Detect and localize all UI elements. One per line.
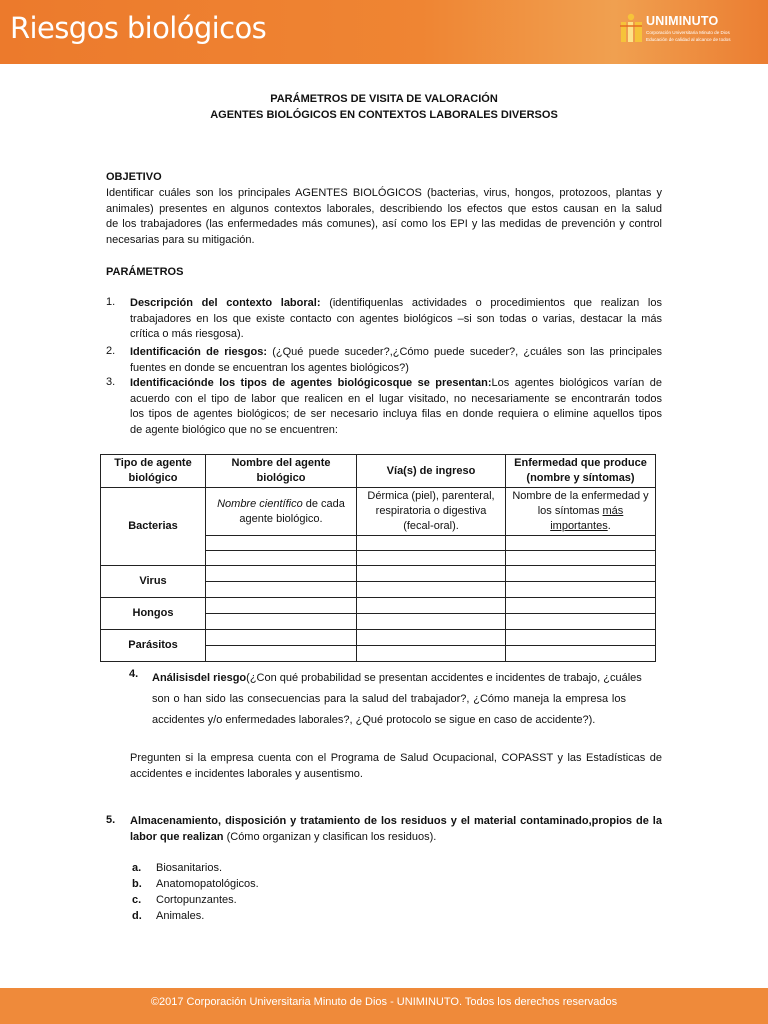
- objective-line: animales) presentes en algunos contextos laborales, describiendo los efectos que estos causan en la salud: [106, 202, 662, 215]
- empty-cell[interactable]: [506, 566, 656, 582]
- subitem-text: Biosanitarios.: [156, 862, 223, 874]
- uniminuto-logo-icon: [618, 12, 644, 46]
- subitem-text: Cortopunzantes.: [156, 894, 237, 906]
- logo-tagline-1: Corporación Universitaria Minuto de Dios: [646, 30, 730, 35]
- empty-cell[interactable]: [206, 551, 357, 566]
- empty-cell[interactable]: [506, 630, 656, 646]
- item-4-text: [152, 668, 642, 731]
- empty-cell[interactable]: [357, 614, 506, 630]
- empty-cell[interactable]: [206, 598, 357, 614]
- logo-tagline-2: Educación de calidad al alcance de todos: [646, 37, 731, 42]
- page-footer: [0, 988, 768, 1024]
- item-number: 3.: [106, 376, 116, 388]
- item-2-line1: (¿Qué puede suceder?,¿Cómo puede suceder?, ¿cuáles son las principales: [267, 346, 663, 358]
- item-4-followup: [130, 751, 662, 782]
- item-5-bold-line1: Almacenamiento, disposición y tratamiento de los residuos y el material contaminado,propios de la: [130, 815, 662, 827]
- objective-line: necesarias para su mitigación.: [106, 233, 255, 246]
- empty-cell[interactable]: [357, 582, 506, 598]
- item-line: crítica o más riesgosa).: [130, 328, 244, 340]
- followup-line: Pregunten si la empresa cuenta con el Programa de Salud Ocupacional, COPASST y las Estadísticas de: [130, 752, 662, 764]
- empty-cell[interactable]: [357, 566, 506, 582]
- empty-cell[interactable]: [357, 646, 506, 662]
- item-3-bold: Identificaciónde los tipos de agentes biológicosque se presentan:: [130, 377, 492, 389]
- item-1-text: [130, 296, 662, 343]
- item-line: de agente biológico que no se encuentren:: [130, 423, 338, 436]
- item-line: acuerdo con el tipo de labor que realicen en el lugar visitado, no necesariamente se encontrarán todos: [130, 392, 662, 405]
- logo-name: UNIMINUTO: [646, 14, 719, 28]
- item-line: [130, 296, 662, 312]
- table-header-cell: Tipo de agente biológico: [101, 455, 206, 488]
- footer-copyright: ©2017 Corporación Universitaria Minuto de Dios - UNIMINUTO. Todos los derechos reservados: [150, 996, 618, 1008]
- example-disease-end: .: [607, 520, 611, 532]
- table-row: [101, 488, 656, 536]
- item-4-line1: (¿Con qué probabilidad se presentan accidentes e incidentes de trabajo, ¿cuáles: [246, 672, 642, 684]
- table-row: [101, 566, 656, 582]
- parameters-heading: PARÁMETROS: [106, 266, 184, 278]
- item-line: fuentes en donde se encuentran los agentes biológicos?): [130, 361, 409, 374]
- objective-line: Identificar cuáles son los principales AGENTES BIOLÓGICOS (bacterias, virus, hongos, protozoos, plantas y: [106, 187, 662, 199]
- item-number: 1.: [106, 296, 116, 308]
- subitem-letter: a.: [132, 862, 142, 874]
- category-parasitos: Parásitos: [101, 630, 206, 662]
- item-line: trabajadores en los que existe contacto con agentes biológicos –si son todas o varias, destacar la más: [130, 312, 662, 325]
- empty-cell[interactable]: [357, 598, 506, 614]
- empty-cell[interactable]: [506, 614, 656, 630]
- empty-cell[interactable]: [506, 551, 656, 566]
- example-name-cell[interactable]: [206, 488, 357, 536]
- example-disease-cell[interactable]: [506, 488, 656, 536]
- objective-heading: OBJETIVO: [106, 171, 162, 183]
- item-number: 2.: [106, 345, 116, 357]
- empty-cell[interactable]: [506, 598, 656, 614]
- uniminuto-logo: [618, 12, 764, 50]
- empty-cell[interactable]: [506, 646, 656, 662]
- item-line: [130, 830, 662, 846]
- example-route-cell[interactable]: Dérmica (piel), parenteral, respiratoria o digestiva (fecal-oral).: [357, 488, 506, 536]
- empty-cell[interactable]: [357, 630, 506, 646]
- item-5-bold-line2: labor que realizan: [130, 830, 224, 843]
- subitem-letter: c.: [132, 894, 142, 906]
- item-5-text: [130, 814, 662, 845]
- item-line: [130, 376, 662, 392]
- item-number: 4.: [129, 668, 139, 680]
- page-header: [0, 0, 768, 64]
- subitem-text: Animales.: [156, 910, 205, 922]
- table-header-cell: Enfermedad que produce (nombre y síntomas): [506, 455, 656, 488]
- item-line: los tipos de agentes biológicos; de ser necesario incluya filas en donde requiera o elimine aquellos tipos: [130, 408, 662, 420]
- example-name-rest: de cada agente biológico.: [239, 497, 345, 525]
- empty-cell[interactable]: [206, 614, 357, 630]
- empty-cell[interactable]: [506, 536, 656, 551]
- empty-cell[interactable]: [357, 536, 506, 551]
- table-row: [101, 598, 656, 614]
- item-line: accidentes y/o enfermedades laborales?, ¿Qué protocolo se sigue en caso de accidente?).: [152, 714, 596, 726]
- table-header-row: [101, 455, 656, 488]
- empty-cell[interactable]: [206, 536, 357, 551]
- objective-line: de los trabajadores (las enfermedades más comunes), así como los EPI y las medidas de prevención y control: [106, 218, 662, 230]
- empty-cell[interactable]: [206, 566, 357, 582]
- item-line: [152, 668, 642, 689]
- empty-cell[interactable]: [206, 646, 357, 662]
- item-1-bold: Descripción del contexto laboral:: [130, 297, 321, 309]
- item-line: [130, 345, 662, 361]
- objective-paragraph: [106, 186, 662, 248]
- followup-line: accidentes e incidentes laborales y ausentismo.: [130, 767, 363, 780]
- table-header-cell: Vía(s) de ingreso: [357, 455, 506, 488]
- subitem-letter: b.: [132, 878, 142, 890]
- item-line: son o han sido las consecuencias para la salud del trabajador?, ¿Cómo maneja la empresa los: [152, 693, 626, 705]
- empty-cell[interactable]: [506, 582, 656, 598]
- table-header-cell: Nombre del agente biológico: [206, 455, 357, 488]
- example-disease-start: Nombre de la enfermedad y los síntomas: [512, 490, 649, 517]
- category-virus: Virus: [101, 566, 206, 598]
- table-row: [101, 630, 656, 646]
- item-2-text: [130, 345, 662, 376]
- item-2-bold: Identificación de riesgos:: [130, 346, 267, 358]
- biological-agents-table: [100, 454, 656, 662]
- item-4-bold: Análisisdel riesgo: [152, 672, 247, 684]
- category-bacterias: Bacterias: [101, 488, 206, 566]
- item-5-rest-line2: (Cómo organizan y clasifican los residuos).: [223, 830, 437, 843]
- example-name-italic: Nombre científico: [217, 497, 303, 510]
- document-subtitle: AGENTES BIOLÓGICOS EN CONTEXTOS LABORALES DIVERSOS: [210, 109, 558, 121]
- item-1-line1: (identifiquenlas actividades o procedimientos que realizan los: [320, 297, 662, 309]
- example-disease-underlined: más importantes: [550, 505, 624, 532]
- empty-cell[interactable]: [206, 630, 357, 646]
- document-title: PARÁMETROS DE VISITA DE VALORACIÓN: [270, 93, 498, 105]
- empty-cell[interactable]: [206, 582, 357, 598]
- subitem-text: Anatomopatológicos.: [156, 878, 259, 890]
- subitem-letter: d.: [132, 910, 142, 922]
- item-3-text: [130, 376, 662, 438]
- empty-cell[interactable]: [357, 551, 506, 566]
- item-3-line1: Los agentes biológicos varían de: [491, 377, 662, 389]
- item-number: 5.: [106, 814, 116, 826]
- category-hongos: Hongos: [101, 598, 206, 630]
- header-title: Riesgos biológicos: [10, 11, 267, 45]
